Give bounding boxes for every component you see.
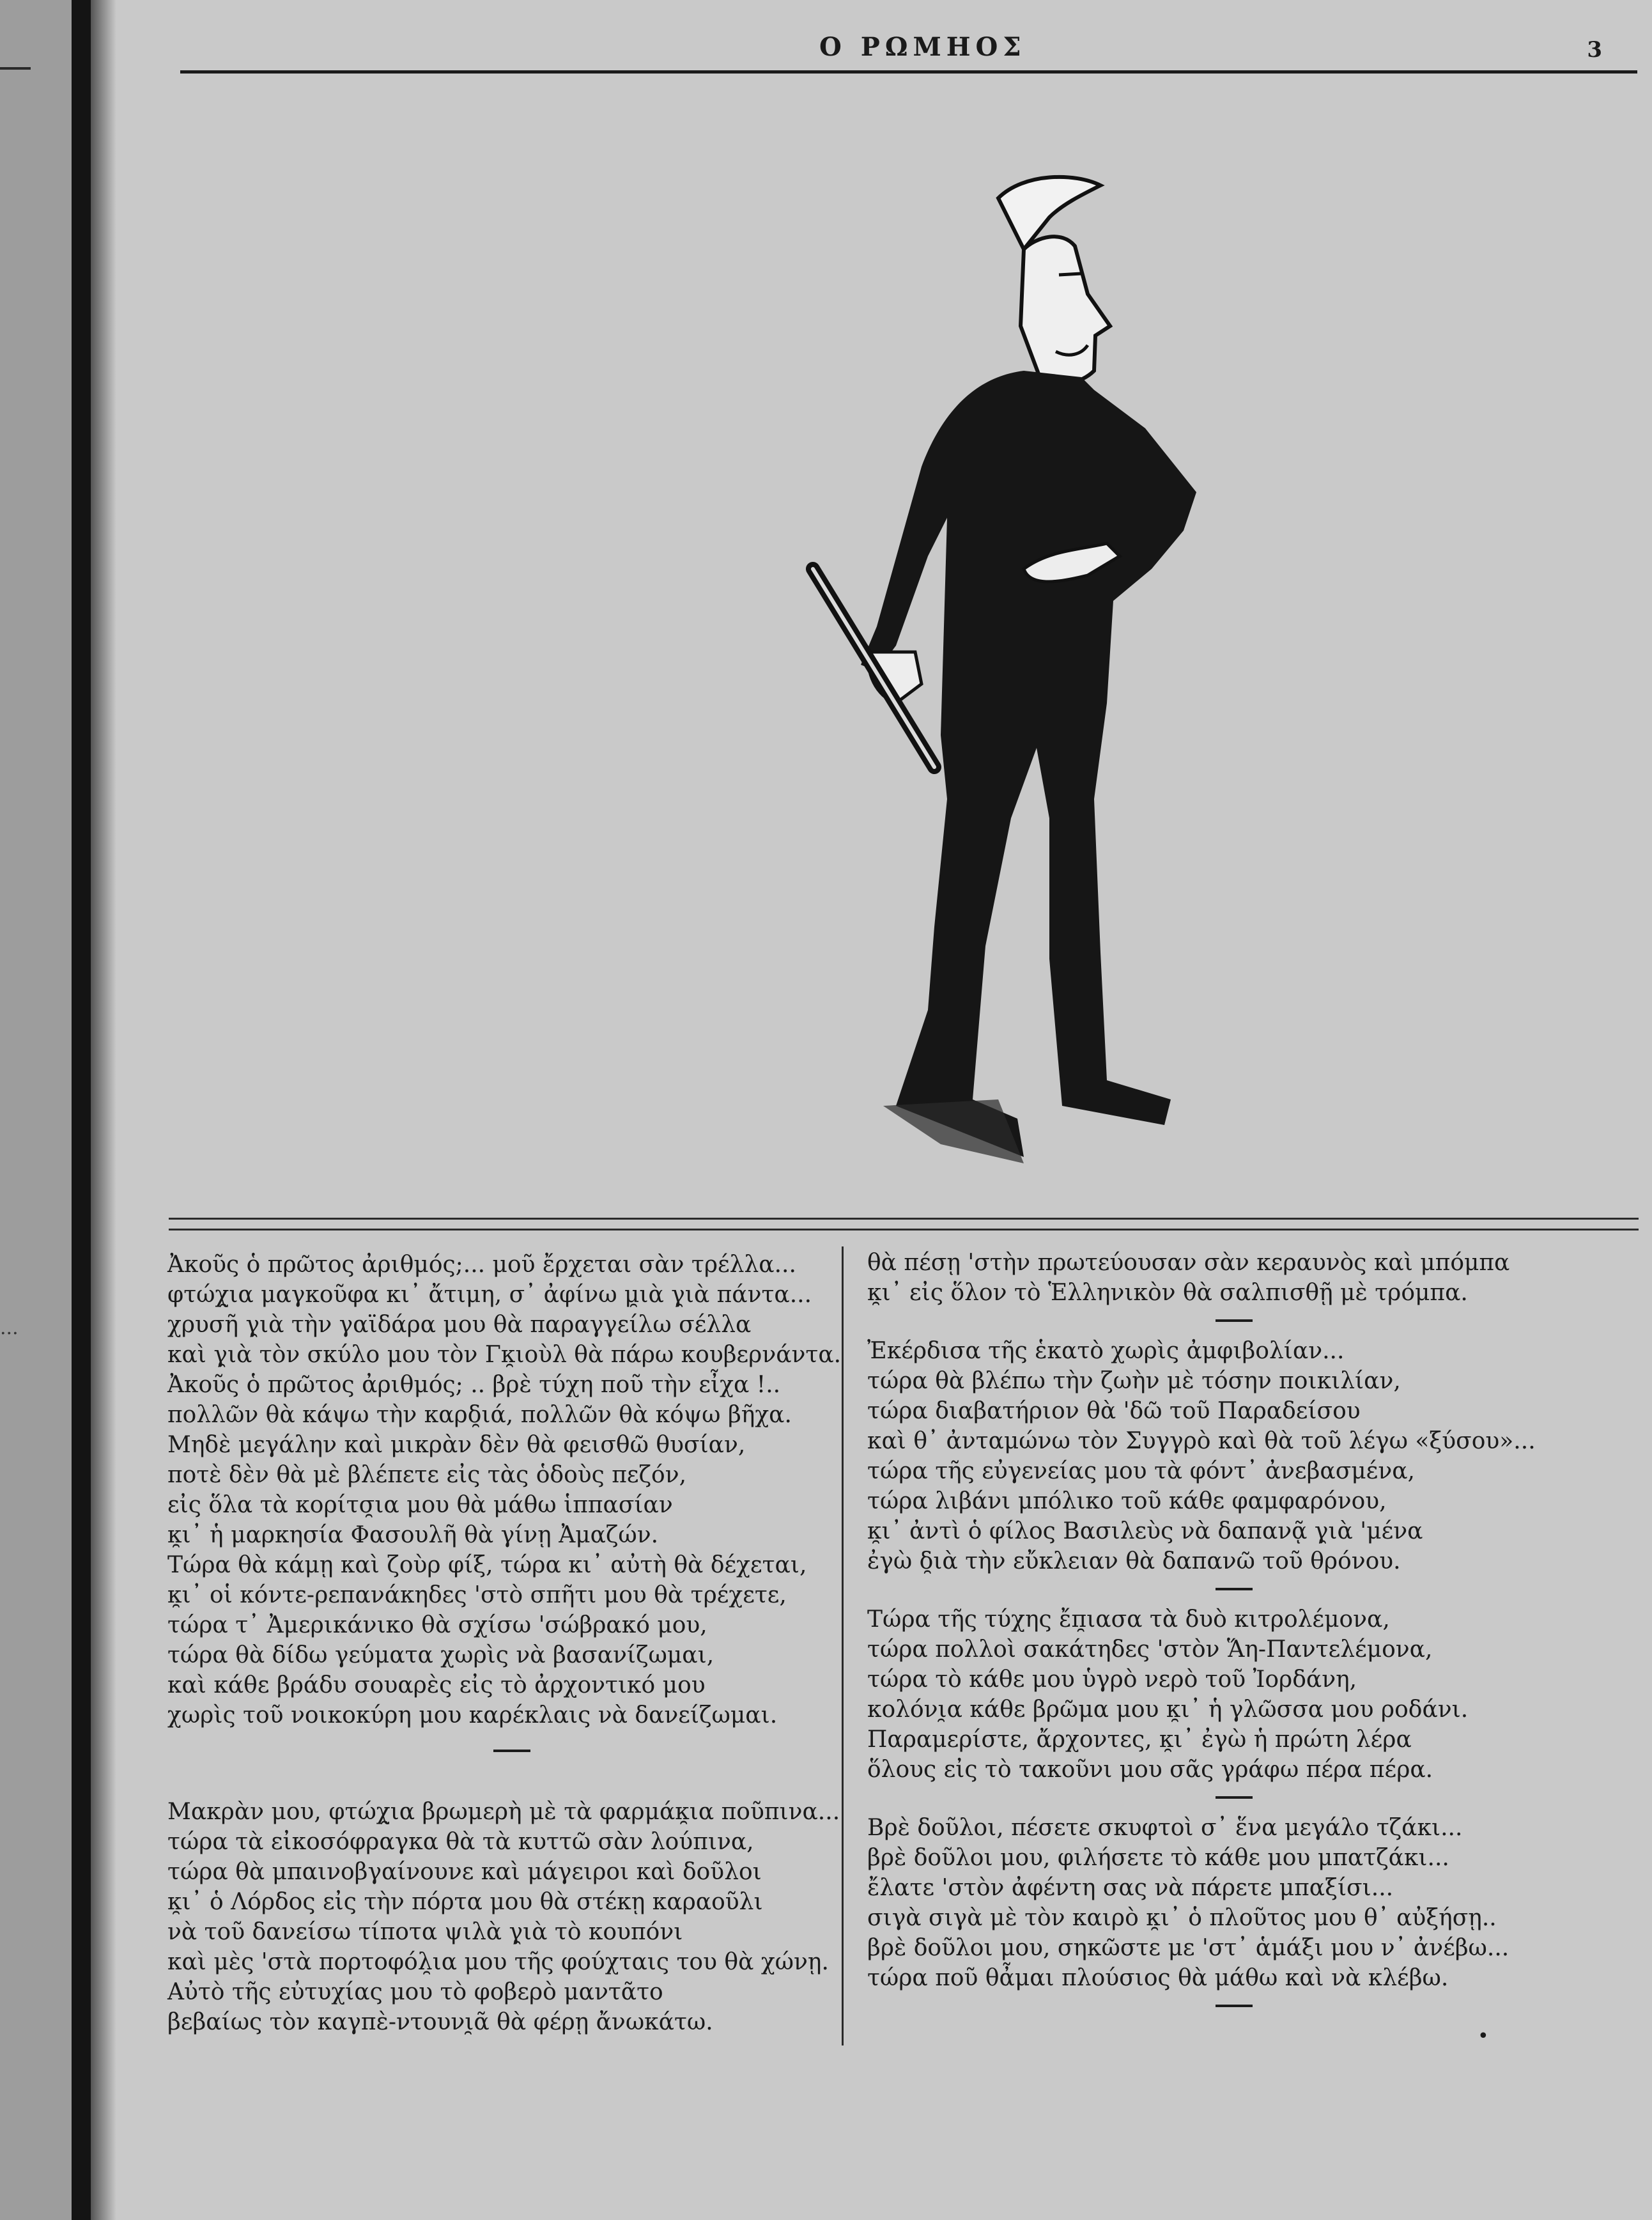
figure-shadow xyxy=(883,1099,1024,1163)
poem-line: Ἀκοῦς ὁ πρῶτος ἀριθμός; .. βρὲ τύχη ποῦ τὴν εἶχα !.. xyxy=(167,1372,781,1398)
stanza-separator xyxy=(1216,1588,1253,1590)
poem-line: Μηδὲ μεγάλην καὶ μικρὰν δὲν θὰ φεισθῶ θυσίαν, xyxy=(167,1432,746,1458)
poem-line: τώρα τὰ εἰκοσόφραγκα θὰ τὰ κυττῶ σὰν λούπινα, xyxy=(167,1829,754,1855)
left-page-fragment: ... xyxy=(0,1317,19,1339)
poem-line: κ̯ι᾽ ἡ μαρκησία Φασουλῆ θὰ γίνῃ Ἀμαζών. xyxy=(167,1522,659,1548)
poem-line: τώρα ποῦ θἆμαι πλούσιος θὰ μάθω καὶ νὰ κλέβω. xyxy=(867,1965,1449,1991)
poem-left-column xyxy=(167,1250,883,2037)
poem-line: τώρα θὰ μπαινοβγαίνουνε καὶ μάγειροι καὶ δοῦλοι xyxy=(167,1859,762,1885)
poem-line: ἐγὼ δ̯ιὰ τὴν εὔκλειαν θὰ δαπανῶ τοῦ θρόνου. xyxy=(867,1548,1401,1574)
poem-line: ὅλους εἰς τὸ τακοῦνι μου σᾶς γράφω πέρα πέρα. xyxy=(867,1757,1433,1783)
newspaper-page xyxy=(116,0,1652,2220)
poem-line: Μακρὰν μου, φτώχ̯ια βρωμερὴ μὲ τὰ φαρμάκ̯ια ποῦπινα... xyxy=(167,1799,840,1825)
poem-line: Ἀκοῦς ὁ πρῶτος ἀριθμός;... μοῦ ἔρχεται σὰν τρέλλα... xyxy=(167,1252,796,1278)
illustration-separator xyxy=(169,1218,1639,1230)
poem-line: κολόνι̯α κάθε βρῶμα μου κ̯ι᾽ ἡ γλῶσσα μου ροδάνι. xyxy=(867,1696,1469,1723)
poem-line: βρὲ δοῦλοι μου, φιλήσετε τὸ κάθε μου μπατζάκι... xyxy=(867,1845,1449,1871)
poem-line: νὰ τοῦ δανείσω τίποτα ψιλὰ γ̯ιὰ τὸ κουπόνι xyxy=(167,1919,683,1945)
poem-line: εἰς ὅλα τὰ κορίτσ̯ια μου θὰ μάθω ἱππασίαν xyxy=(167,1492,673,1518)
poem-line: τώρα λιβάνι μπόλικο τοῦ κάθε φαμφαρόνου, xyxy=(867,1488,1387,1514)
page-header xyxy=(180,32,1637,77)
caricature-illustration xyxy=(640,160,1216,1170)
poem-line: τώρα πολλοὶ σακάτηδες 'στὸν Ἅη-Παντελέμονα, xyxy=(867,1636,1433,1663)
poem-line: τώρα τὸ κάθε μου ὑγρὸ νερὸ τοῦ Ἰορδάνη, xyxy=(867,1666,1357,1693)
poem-line: πολλῶν θὰ κάψω τὴν καρδ̯ιά, πολλῶν θὰ κόψω βῆχα. xyxy=(167,1402,792,1428)
poem-line: φτώχ̯ια μαγκοῦφα κι᾽ ἄτιμη, σ᾽ ἀφίνω μ̯ιὰ γ̯ιὰ πάντα... xyxy=(167,1282,812,1308)
poem-line: Τώρα θὰ κάμῃ καὶ ζοὺρ φίξ, τώρα κι᾽ αὐτὴ θὰ δέχεται, xyxy=(167,1552,807,1578)
poem-line: τώρα θὰ βλέπω τὴν ζωὴν μὲ τόσην ποικιλίαν, xyxy=(867,1368,1401,1394)
newspaper-title: Ο ΡΩΜΗΟΣ xyxy=(819,32,1026,62)
poem-right-column xyxy=(867,1248,1634,2021)
binding-shadow xyxy=(91,0,116,2220)
stanza-separator xyxy=(493,1750,530,1752)
poem-line: καὶ κάθε βράδυ σουαρὲς εἰς τὸ ἀρχοντικό μου xyxy=(167,1672,706,1698)
poem-line: Τώρα τῆς τύχης ἔπ̯ιασα τὰ δυὸ κιτρολέμονα, xyxy=(867,1606,1390,1633)
poem-line: ἔλατε 'στὸν ἀφέντη σας νὰ πάρετε μπαξίσι... xyxy=(867,1875,1394,1901)
poem-line: χωρὶς τοῦ νοικοκύρη μου καρέκλαις νὰ δανείζωμαι. xyxy=(167,1702,778,1728)
poem-line: τώρα τῆς εὐγενείας μου τὰ φόντ᾽ ἀνεβασμένα, xyxy=(867,1458,1415,1484)
poem-line: καὶ θ᾽ ἀνταμώνω τὸν Συγγρὸ καὶ θὰ τοῦ λέγω «ξύσου»... xyxy=(867,1428,1536,1454)
poem-line: θὰ πέσῃ 'στὴν πρωτεύουσαν σὰν κεραυνὸς καὶ μπόμπα xyxy=(867,1250,1510,1276)
book-binding xyxy=(72,0,91,2220)
figure-face xyxy=(1021,237,1110,384)
left-page-rule xyxy=(0,67,31,70)
poem-line: κ̯ι᾽ εἰς ὅλον τὸ Ἑλληνικὸν θὰ σαλπισθῇ μὲ τρόμπα. xyxy=(867,1280,1468,1306)
poem-line: καὶ γ̯ιὰ τὸν σκύλο μου τὸν Γκ̯ιοὺλ θὰ πάρω κουβερνάντα. xyxy=(167,1342,842,1368)
poem-line: καὶ μὲς 'στὰ πορτοφόλ̯ια μου τῆς φούχταις του θὰ χώνῃ. xyxy=(167,1949,829,1975)
page-number: 3 xyxy=(1587,37,1602,63)
poem-line: τώρα θὰ δίδω γεύματα χωρὶς νὰ βασανίζωμαι, xyxy=(167,1642,714,1668)
poem-line: Παραμερίστε, ἄρχοντες, κ̯ι᾽ ἐγὼ ἡ πρώτη λέρα xyxy=(867,1727,1412,1753)
poem-line: Αὐτὸ τῆς εὐτυχίας μου τὸ φοβερὸ μαντᾶτο xyxy=(167,1979,663,2005)
header-rule xyxy=(180,70,1637,74)
poem-line: τώρα τ᾽ Ἀμερικάνικο θὰ σχίσω 'σώβρακό μου, xyxy=(167,1612,707,1638)
poem-line: Ἐκέρδισα τῆς ἑκατὸ χωρὶς ἀμφιβολίαν... xyxy=(867,1338,1345,1364)
left-page-edge xyxy=(0,0,75,2220)
stanza-separator xyxy=(1216,1319,1253,1322)
poem-line: χρυσῆ γ̯ιὰ τὴν γαϊδάρα μου θὰ παραγγείλω σέλλα xyxy=(167,1312,752,1338)
stanza-separator xyxy=(1216,1796,1253,1799)
poem-line: τώρα διαβατήριον θὰ 'δῶ τοῦ Παραδείσου xyxy=(867,1398,1361,1424)
poem-line: ποτὲ δὲν θὰ μὲ βλέπετε εἰς τὰς ὁδοὺς πεζόν, xyxy=(167,1462,687,1488)
poem-line: κ̯ι᾽ ἀντὶ ὁ φίλος Βασιλεὺς νὰ δαπανᾷ γ̯ιὰ 'μένα xyxy=(867,1518,1423,1544)
poem-line: κ̯ι᾽ οἱ κόντε-ρεπανάκηδες 'στὸ σπῆτι μου θὰ τρέχετε, xyxy=(167,1582,787,1608)
ink-mark: • xyxy=(1478,2025,1489,2047)
poem-line: βεβαίως τὸν καγπὲ-ντουνι̯ᾶ θὰ φέρῃ ἄνωκάτω. xyxy=(167,2009,713,2035)
poem-line: Βρὲ δοῦλοι, πέσετε σκυφτοὶ σ᾽ ἕνα μεγάλο τζάκι... xyxy=(867,1815,1463,1841)
figure-body xyxy=(861,371,1196,1157)
poem-line: κ̯ι᾽ ὁ Λόρδος εἰς τὴν πόρτα μου θὰ στέκῃ καραοῦλι xyxy=(167,1889,763,1915)
poem-line: σιγὰ σιγὰ μὲ τὸν καιρὸ κ̯ι᾽ ὁ πλοῦτος μου θ᾽ αὐξήσῃ.. xyxy=(867,1905,1497,1931)
stanza-separator xyxy=(1216,2005,1253,2007)
poem-line: βρὲ δοῦλοι μου, σηκῶστε με 'στ᾽ ἁμάξι μου ν᾽ ἀνέβω... xyxy=(867,1935,1509,1961)
